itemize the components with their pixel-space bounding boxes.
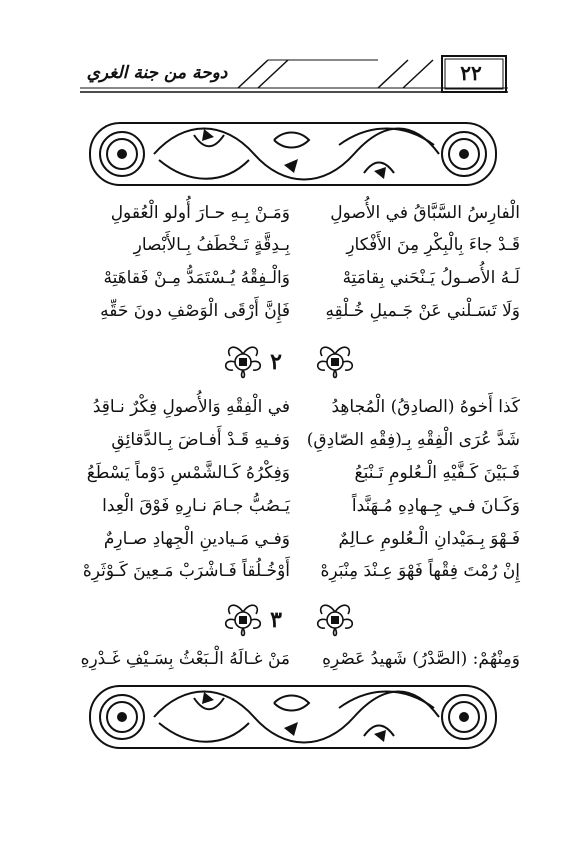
section-number: ٢ [270, 349, 282, 375]
flower-icon [220, 598, 266, 642]
verse-right: لَـهُ الأُصـولُ يَـنْحَني بِقامَتِهْ [342, 268, 520, 288]
verse-right: وَمِنْهُمْ: (الصَّدْرُ) شَهيدُ عَصْرِهِ [322, 649, 520, 669]
verse-left: مَنْ غـالَهُ الْـبَعْثُ بِسَـيْفِ غَـدْرِهِ [80, 649, 290, 669]
verse-left: في الْفِقْهِ وَالأُصولِ فِكْرٌ نـاقِدُ [92, 397, 290, 417]
verse-left: وَالْـفِقْهُ يُـسْتَمَدُّ مِـنْ فَقاهَتِهْ [103, 268, 290, 288]
verse-right: وَلَا تَسَـلْني عَنْ جَـميلِ خُـلْقِهِ [325, 301, 520, 321]
verse-right: وَكَـانَ فـي جِـهادِهِ مُـهَنَّداً [351, 496, 520, 516]
section-number: ٣ [270, 607, 282, 633]
verse-left: وَفِكْرُهُ كَـالشَّمْسِ دَوْماً يَسْطَعُ [86, 463, 290, 483]
page-header [78, 52, 510, 96]
verse-left: وَفـي مَـيادينِ الْجِهادِ صـارِمٌ [103, 529, 290, 549]
verse-left: فَإِنَّ أَرْقَى الْوَصْفِ دونَ حَقِّهِ [100, 301, 290, 321]
verse-right: فَـبَيْنَ كَـفَّيْهِ الْـعُلومِ تَـنْبَعُ [354, 463, 520, 483]
verse-right: كَذا أَخوهُ (الصادِقُ) الْمُجاهِدُ [331, 397, 520, 417]
verse-left: بِـدِقَّةٍ تَـخْطَفُ بِـالأَبْصارِ [133, 235, 290, 255]
verse-right: الْفارِسُ السَّبَّاقُ في الأُصولِ [330, 203, 520, 223]
verse-right: فَـهْوَ بِـمَيْدانِ الْـعُلومِ عـالِمٌ [338, 529, 520, 549]
verse-right: شَدَّ عُرَى الْفِقْهِ بِـ(فِقْهِ الصّادِقِ) [306, 430, 520, 450]
ornament-bottom-icon [84, 678, 502, 756]
page-number: ٢٢ [460, 61, 482, 85]
ornament-top-icon [84, 115, 502, 193]
book-title: دوحة من جنة الغري [86, 63, 228, 83]
verse-left: وَفـيهِ قَـدْ أَفـاضَ بِـالدَّقائِقِ [111, 430, 290, 450]
flower-icon [220, 340, 266, 384]
verse-left: وَمَـنْ بِـهِ حـارَ أُولو الْعُقولِ [110, 203, 290, 223]
flower-icon [312, 598, 358, 642]
verse-left: أَوْخُـلُقاً فَـاشْرَبْ مَـعِينَ كَـوْثَرِهْ [82, 561, 290, 581]
verse-left: يَـصُبُّ جـامَ نـارِهِ فَوْقَ الْعِدا [102, 496, 290, 516]
verse-right: قَـدْ جاءَ بِالْبِكْرِ مِنَ الأَفْكارِ [346, 235, 520, 255]
verse-right: إِنْ رُمْتَ فِقْهاً فَهْوَ عِـنْدَ مِنْبَرِهْ [320, 561, 520, 581]
flower-icon [312, 340, 358, 384]
